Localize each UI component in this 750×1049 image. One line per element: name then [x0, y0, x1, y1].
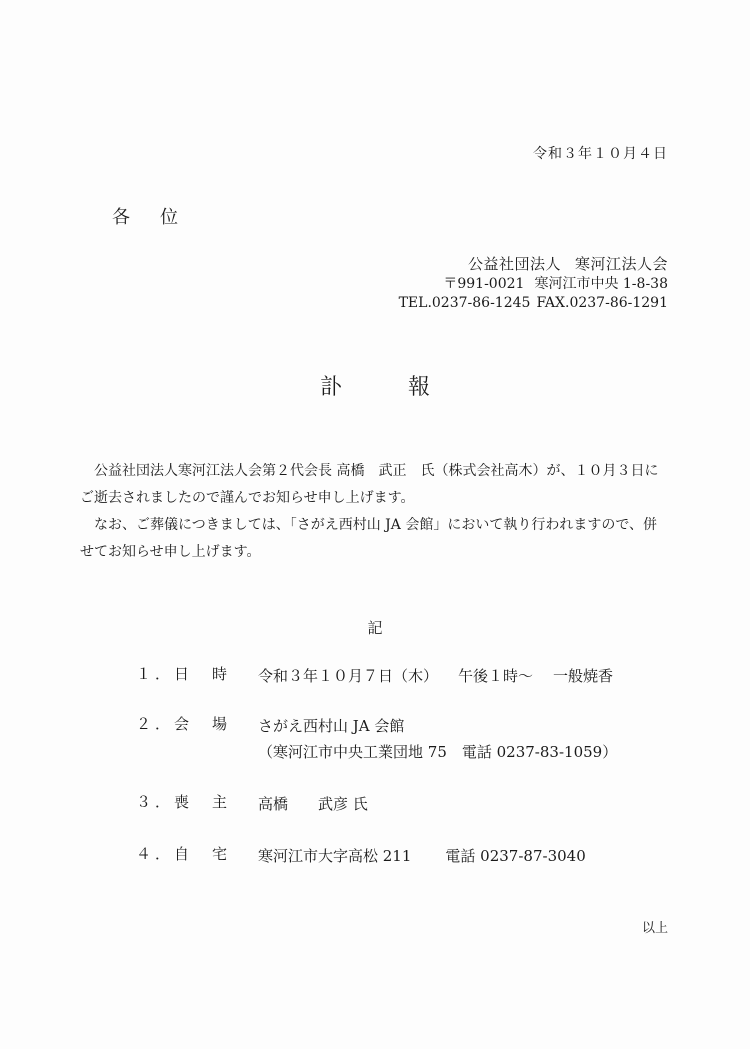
sender-fax: FAX.0237-86-1291 — [536, 295, 668, 311]
detail-value: （寒河江市中央工業団地 75 電話 0237-83-1059） — [258, 743, 618, 761]
detail-item-datetime — [136, 663, 613, 689]
document-title: 訃報 — [319, 375, 496, 400]
sender-block — [399, 254, 668, 313]
detail-label: ３．喪 主 — [136, 793, 232, 811]
closing-mark: 以上 — [641, 921, 668, 936]
body-text — [80, 458, 670, 566]
detail-label: ４．自 宅 — [136, 845, 232, 863]
detail-content — [258, 843, 586, 869]
detail-label: ２．会 場 — [136, 715, 232, 733]
sender-org — [399, 254, 668, 275]
detail-item-chief-mourner — [136, 791, 368, 817]
body-paragraph-1: 公益社団法人寒河江法人会第２代会長 高橋 武正 氏（株式会社高木）が、１０月３日にご逝去されましたので謹んでお知らせ申し上げます。 — [80, 463, 659, 506]
detail-value: 電話 0237-87-3040 — [445, 847, 586, 865]
sender-tel: TEL.0237-86-1245 — [398, 295, 531, 311]
detail-value: 午後１時～ — [458, 667, 534, 685]
detail-content — [258, 663, 613, 689]
detail-item-residence — [136, 843, 586, 869]
detail-content — [258, 791, 368, 817]
detail-value: さがえ西村山 JA 会館 — [258, 717, 405, 735]
document-date: 令和３年１０月４日 — [533, 146, 668, 162]
detail-value: 令和３年１０月７日（木） — [258, 667, 439, 685]
sender-org-name: 寒河江法人会 — [574, 255, 668, 273]
sender-address-line — [399, 275, 668, 294]
detail-content — [258, 713, 617, 765]
detail-value: 一般焼香 — [553, 667, 614, 685]
detail-label: １．日 時 — [136, 665, 232, 683]
ki-heading: 記 — [367, 619, 383, 637]
body-paragraph-2: なお、ご葬儀につきましては、「さがえ西村山 JA 会館」において執り行われますので、併せてお知らせ申し上げます。 — [80, 517, 658, 560]
detail-value: 寒河江市大字高松 211 — [258, 847, 412, 865]
sender-contact-line — [399, 294, 668, 313]
sender-org-type: 公益社団法人 — [467, 255, 561, 273]
sender-postal: 〒991-0021 — [443, 276, 525, 292]
detail-item-venue — [136, 713, 617, 765]
detail-value: 高橋 武彦 氏 — [258, 795, 368, 813]
sender-address: 寒河江市中央 1-8-38 — [534, 276, 668, 292]
addressee: 各位 — [112, 207, 208, 228]
